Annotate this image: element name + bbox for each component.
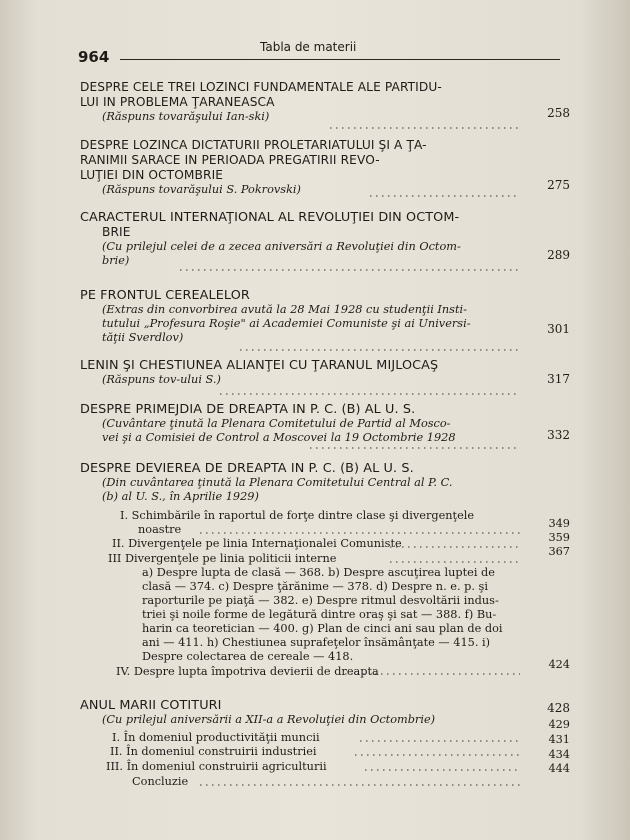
entry-page: 258: [547, 106, 570, 120]
entry-page: 289: [547, 248, 570, 262]
toc-entry: [80, 402, 570, 445]
entry-note: (Cu prilejul celei de a zecea aniversări a Revoluţiei din Octom-: [102, 240, 461, 253]
section-detail: harin ca teoretician — 400. g) Plan de cinci ani sau plan de doi: [142, 622, 503, 635]
section-page: 359: [548, 531, 570, 544]
page-header: [78, 40, 558, 66]
entry-page: 428: [547, 701, 570, 715]
toc-entry: [80, 358, 570, 387]
entry-note: (Răspuns tovarăşului S. Pokrovski): [102, 183, 301, 196]
toc-entry: [80, 461, 570, 504]
section-label: III Divergenţele pe linia politicii interne: [108, 552, 337, 565]
toc-entry: [80, 138, 570, 197]
section-label: IV. Despre lupta împotriva devierii de dreapta: [116, 665, 379, 678]
entry-note: (Din cuvântarea ţinută la Plenara Comitetului Central al P. C.: [102, 476, 453, 489]
toc-entry: [80, 698, 570, 727]
entry-title: ANUL MARII COTITURI: [80, 698, 222, 713]
section-page: 431: [548, 733, 570, 746]
section-label: I. Schimbările în raportul de forţe dintre clase şi divergenţele: [120, 509, 475, 522]
entry-note: (Cuvântare ţinută la Plenara Comitetului de Partid al Mosco-: [102, 417, 451, 430]
section-detail: Despre colectarea de cereale — 418.: [142, 650, 354, 663]
section-page: 349: [548, 517, 570, 530]
entry-title-cont: LUŢIEI DIN OCTOMBRIE: [80, 168, 224, 182]
entry-title-cont: LUI IN PROBLEMA ŢARANEASCA: [80, 95, 275, 109]
entry-note: (Extras din convorbirea avută la 28 Mai 1928 cu studenţii Insti-: [102, 303, 467, 316]
section-detail: triei şi noile forme de legătură dintre oraş şi sat — 388. f) Bu-: [142, 608, 497, 621]
section-page: 429: [548, 718, 570, 731]
section-page: 444: [548, 762, 570, 775]
section-detail: a) Despre lupta de clasă — 368. b) Despre ascuţirea luptei de: [142, 566, 495, 579]
entry-page: 317: [547, 372, 570, 386]
section-label: II. În domeniul construirii industriei: [110, 745, 317, 758]
page-number: 964: [78, 48, 110, 66]
toc-entry: [80, 80, 570, 124]
entry-title: DESPRE CELE TREI LOZINCI FUNDAMENTALE ALE PARTIDU-: [80, 80, 442, 94]
entry-note-cont: brie): [102, 254, 130, 267]
entry-title: DESPRE DEVIEREA DE DREAPTA IN P. C. (B) AL U. S.: [80, 461, 414, 476]
entry-page: 332: [547, 428, 570, 442]
section-label: Concluzie: [132, 775, 189, 788]
section-detail: clasă — 374. c) Despre ţărănime — 378. d) Despre n. e. p. şi: [142, 580, 488, 593]
entry-title: LENIN ŞI CHESTIUNEA ALIANŢEI CU ŢARANUL MIJLOCAŞ: [80, 358, 439, 373]
section-detail: ani — 411. h) Chestiunea suprafeţelor însămânţate — 415. i): [142, 636, 491, 649]
entry-note-cont: vei şi a Comisiei de Control a Moscovei la 19 Octombrie 1928: [102, 431, 456, 444]
header-rule: [120, 59, 560, 60]
section-page: 434: [548, 748, 570, 761]
section-label: I. În domeniul productivităţii muncii: [112, 731, 320, 744]
entry-title: DESPRE LOZINCA DICTATURII PROLETARIATULUI ŞI A ŢA-: [80, 138, 427, 152]
entry-title: DESPRE PRIMEJDIA DE DREAPTA IN P. C. (B) AL U. S.: [80, 402, 416, 417]
toc-entry: [80, 288, 570, 345]
entry-note: (Răspuns tovarăşului Ian-ski): [102, 110, 270, 123]
section-label: II. Divergenţele pe linia Internaţionalei Comuniste: [112, 537, 402, 550]
section-page: 367: [548, 545, 570, 558]
entry-note-cont: tutului „Profesura Roşie" ai Academiei Comuniste şi ai Universi-: [102, 317, 471, 330]
section-label: III. În domeniul construirii agriculturii: [106, 760, 327, 773]
entry-note: (Răspuns tov-ului S.): [102, 373, 221, 386]
entry-page: 275: [547, 178, 570, 192]
entry-note: (Cu prilejul aniversării a XII-a a Revoluţiei din Octombrie): [102, 713, 436, 726]
entry-title-cont: BRIE: [102, 225, 131, 239]
entry-title-cont: RANIMII SARACE IN PERIOADA PREGATIRII REVO-: [80, 153, 380, 167]
section-page: 424: [548, 658, 570, 671]
entry-note-cont: (b) al U. S., în Aprilie 1929): [102, 490, 259, 503]
section-label-cont: noastre: [138, 523, 182, 536]
entry-page: 301: [547, 322, 570, 336]
entry-title: PE FRONTUL CEREALELOR: [80, 288, 250, 303]
entry-note-cont: tăţii Sverdlov): [102, 331, 184, 344]
running-title: Tabla de materii: [260, 40, 357, 54]
section-detail: raporturile pe piaţă — 382. e) Despre ritmul desvoltării indus-: [142, 594, 499, 607]
toc-entry: [80, 210, 570, 268]
entry-title: CARACTERUL INTERNAŢIONAL AL REVOLUŢIEI DIN OCTOM-: [80, 210, 460, 225]
